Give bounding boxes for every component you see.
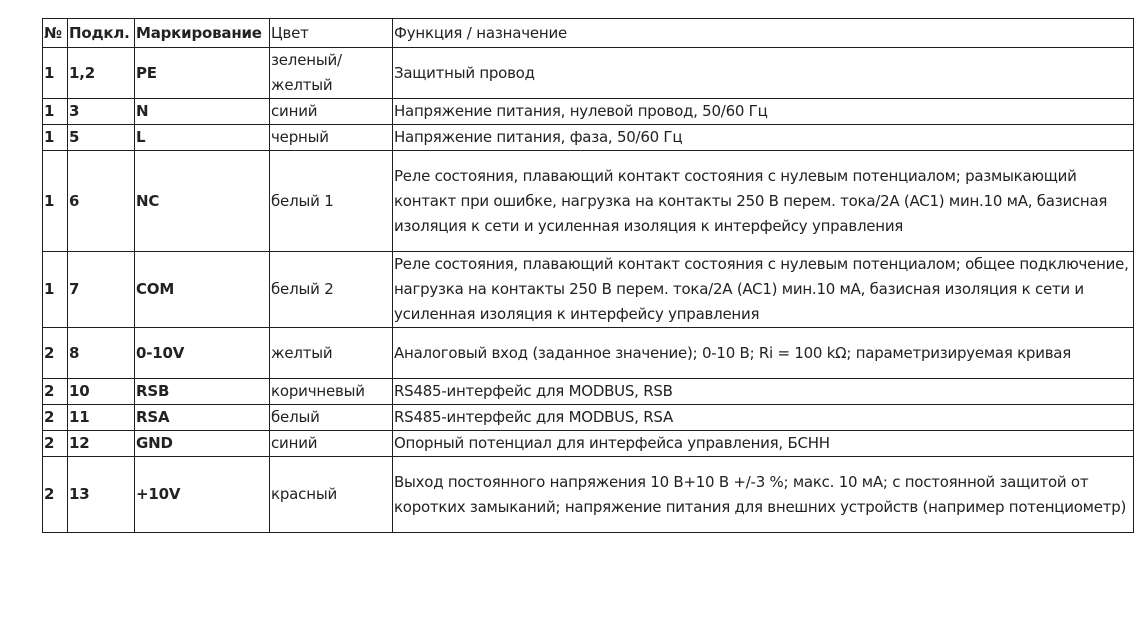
connection-table — [42, 18, 1134, 533]
cell-function: Реле состояния, плавающий контакт состояния с нулевым потенциалом; общее подключение, нагрузка на контакты 250 В перем. тока/2А (AC1) мин.10 мА, базисная изоляция к сети и усиленная изоляция к интерфейсу управления — [393, 252, 1134, 328]
table-row — [43, 431, 1134, 457]
header-function: Функция / назначение — [393, 19, 1134, 48]
cell-num: 2 — [43, 431, 68, 457]
cell-function: Реле состояния, плавающий контакт состояния с нулевым потенциалом; размыкающий контакт при ошибке, нагрузка на контакты 250 В перем. тока/2А (AC1) мин.10 мА, базисная изоляция к сети и усиленная изоляция к интерфейсу управления — [393, 151, 1134, 252]
table-row — [43, 379, 1134, 405]
cell-function: Опорный потенциал для интерфейса управления, БСНН — [393, 431, 1134, 457]
cell-num: 1 — [43, 252, 68, 328]
cell-function: Напряжение питания, нулевой провод, 50/60 Гц — [393, 99, 1134, 125]
cell-num: 1 — [43, 151, 68, 252]
cell-color: белый — [270, 405, 393, 431]
cell-color: желтый — [270, 328, 393, 379]
cell-color: белый 2 — [270, 252, 393, 328]
cell-pin: 6 — [68, 151, 135, 252]
cell-function: RS485-интерфейс для MODBUS, RSA — [393, 405, 1134, 431]
table-row — [43, 405, 1134, 431]
table-row — [43, 328, 1134, 379]
cell-pin: 12 — [68, 431, 135, 457]
table-row — [43, 252, 1134, 328]
cell-pin: 1,2 — [68, 48, 135, 99]
cell-marking: RSA — [135, 405, 270, 431]
cell-color: черный — [270, 125, 393, 151]
cell-pin: 8 — [68, 328, 135, 379]
table-row — [43, 125, 1134, 151]
cell-pin: 13 — [68, 457, 135, 533]
header-pin: Подкл. — [68, 19, 135, 48]
cell-function: Защитный провод — [393, 48, 1134, 99]
cell-num: 1 — [43, 99, 68, 125]
cell-num: 1 — [43, 48, 68, 99]
cell-color: белый 1 — [270, 151, 393, 252]
cell-color: зеленый/желтый — [270, 48, 393, 99]
table-row — [43, 151, 1134, 252]
cell-marking: RSB — [135, 379, 270, 405]
header-marking: Маркирование — [135, 19, 270, 48]
cell-pin: 11 — [68, 405, 135, 431]
header-num: № — [43, 19, 68, 48]
cell-pin: 7 — [68, 252, 135, 328]
cell-marking: PE — [135, 48, 270, 99]
cell-pin: 10 — [68, 379, 135, 405]
cell-marking: +10V — [135, 457, 270, 533]
cell-marking: 0-10V — [135, 328, 270, 379]
header-color: Цвет — [270, 19, 393, 48]
table-row — [43, 457, 1134, 533]
table-row — [43, 99, 1134, 125]
cell-marking: COM — [135, 252, 270, 328]
cell-num: 2 — [43, 457, 68, 533]
cell-marking: NC — [135, 151, 270, 252]
cell-function: Аналоговый вход (заданное значение); 0-10 В; Ri = 100 kΩ; параметризируемая кривая — [393, 328, 1134, 379]
cell-num: 1 — [43, 125, 68, 151]
cell-pin: 5 — [68, 125, 135, 151]
table-row — [43, 48, 1134, 99]
cell-color: синий — [270, 431, 393, 457]
cell-color: коричневый — [270, 379, 393, 405]
cell-num: 2 — [43, 405, 68, 431]
cell-color: синий — [270, 99, 393, 125]
cell-num: 2 — [43, 328, 68, 379]
cell-marking: L — [135, 125, 270, 151]
cell-marking: GND — [135, 431, 270, 457]
cell-num: 2 — [43, 379, 68, 405]
cell-marking: N — [135, 99, 270, 125]
cell-function: Выход постоянного напряжения 10 В+10 В +/-3 %; макс. 10 мА; с постоянной защитой от коротких замыканий; напряжение питания для внешних устройств (например потенциометр) — [393, 457, 1134, 533]
cell-function: Напряжение питания, фаза, 50/60 Гц — [393, 125, 1134, 151]
table-header-row — [43, 19, 1134, 48]
cell-function: RS485-интерфейс для MODBUS, RSB — [393, 379, 1134, 405]
cell-color: красный — [270, 457, 393, 533]
cell-pin: 3 — [68, 99, 135, 125]
